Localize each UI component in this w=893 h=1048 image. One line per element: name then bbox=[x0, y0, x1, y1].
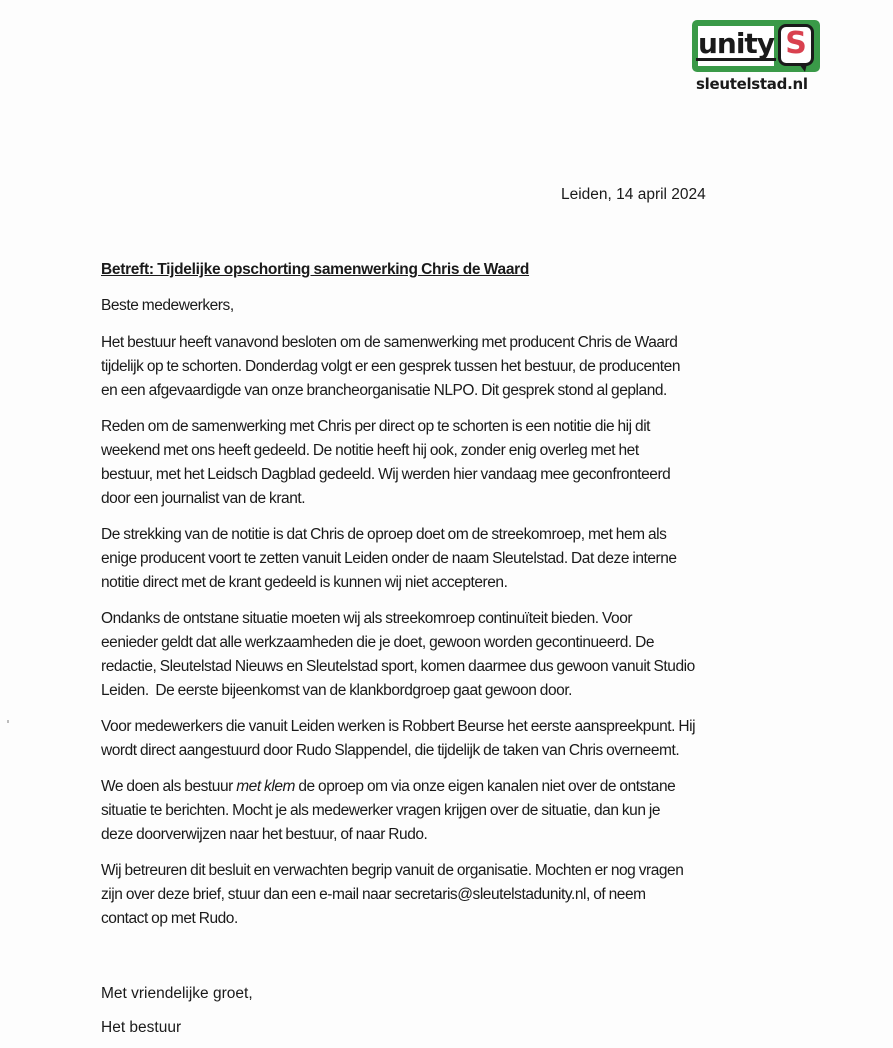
text-segment: We doen als bestuur bbox=[101, 778, 237, 795]
place-and-date: Leiden, 14 april 2024 bbox=[561, 186, 706, 203]
paragraph-line: weekend met ons heeft gedeeld. De notitie heeft hij ook, zonder enig overleg met het bbox=[101, 442, 639, 459]
text-segment: , of neem bbox=[586, 886, 646, 903]
paragraph-line: bestuur, met het Leidsch Dagblad gedeeld. Wij werden hier vandaag mee geconfronteerd bbox=[101, 466, 671, 483]
paragraph-line: situatie te berichten. Mocht je als medewerker vragen krijgen over de situatie, dan kun je bbox=[101, 802, 661, 819]
paragraph-line: tijdelijk op te schorten. Donderdag volgt er een gesprek tussen het bestuur, de producenten bbox=[101, 358, 680, 375]
logo-unity-wordmark: unity bbox=[697, 26, 775, 60]
logo-unity-panel bbox=[698, 26, 774, 66]
logo-domain-text: sleutelstad.nl bbox=[696, 75, 808, 93]
paragraph-line bbox=[101, 775, 781, 799]
letter-greeting: Beste medewerkers, bbox=[101, 297, 234, 314]
paragraph-line: en een afgevaardigde van onze brancheorganisatie NLPO. Dit gesprek stond al gepland. bbox=[101, 382, 667, 399]
letter-subject: Betreft: Tijdelijke opschorting samenwerking Chris de Waard bbox=[101, 261, 530, 278]
text-segment: zijn over deze brief, stuur dan een e-mail naar bbox=[101, 886, 395, 903]
letter-closing: Met vriendelijke groet, bbox=[101, 985, 253, 1002]
paragraph-line: Leiden. De eerste bijeenkomst van de klankbordgroep gaat gewoon door. bbox=[101, 682, 573, 699]
paragraph-line: wordt direct aangestuurd door Rudo Slappendel, die tijdelijk de taken van Chris overneemt. bbox=[101, 742, 680, 759]
text-segment: de oproep om via onze eigen kanalen niet over de ontstane bbox=[294, 778, 676, 795]
paragraph-line: notitie direct met de krant gedeeld is kunnen wij niet accepteren. bbox=[101, 574, 508, 591]
scan-artifact bbox=[7, 720, 9, 723]
paragraph-line: Wij betreuren dit besluit en verwachten begrip vanuit de organisatie. Mochten er nog vragen bbox=[101, 862, 684, 879]
paragraph-line: door een journalist van de krant. bbox=[101, 490, 306, 507]
paragraph-line: contact op met Rudo. bbox=[101, 910, 238, 927]
paragraph-continuity bbox=[101, 607, 781, 703]
paragraph-reason bbox=[101, 415, 781, 511]
logo-s-mark: S bbox=[785, 26, 807, 61]
paragraph-line: Reden om de samenwerking met Chris per direct op te schorten is een notitie die hij dit bbox=[101, 418, 651, 435]
paragraph-questions bbox=[101, 859, 781, 931]
paragraph-line bbox=[101, 883, 781, 907]
letter-body bbox=[101, 258, 781, 943]
paragraph-line: eenieder geldt dat alle werkzaamheden die je doet, gewoon worden gecontinueerd. De bbox=[101, 634, 655, 651]
paragraph-line: redactie, Sleutelstad Nieuws en Sleutelstad sport, komen daarmee dus gewoon vanuit Studio bbox=[101, 658, 695, 675]
paragraph-note-content bbox=[101, 523, 781, 595]
paragraph-suspension bbox=[101, 331, 781, 403]
paragraph-line: Het bestuur heeft vanavond besloten om de samenwerking met producent Chris de Waard bbox=[101, 334, 678, 351]
paragraph-contact-person bbox=[101, 715, 781, 763]
speech-bubble-icon bbox=[778, 24, 814, 66]
paragraph-communication-request bbox=[101, 775, 781, 847]
letter-signature: Het bestuur bbox=[101, 1019, 182, 1036]
paragraph-line: De strekking van de notitie is dat Chris de oproep doet om de streekomroep, met hem als bbox=[101, 526, 667, 543]
paragraph-line: deze doorverwijzen naar het bestuur, of naar Rudo. bbox=[101, 826, 428, 843]
paragraph-line: enige producent voort te zetten vanuit Leiden onder de naam Sleutelstad. Dat deze interne bbox=[101, 550, 677, 567]
paragraph-line: Ondanks de ontstane situatie moeten wij als streekomroep continuïteit bieden. Voor bbox=[101, 610, 633, 627]
unity-sleutelstad-logo bbox=[692, 20, 822, 98]
emphasis-text: met klem bbox=[236, 778, 295, 795]
paragraph-line: Voor medewerkers die vanuit Leiden werken is Robbert Beurse het eerste aanspreekpunt. Hij bbox=[101, 718, 696, 735]
email-address: secretaris@sleutelstadunity.nl bbox=[394, 886, 587, 903]
